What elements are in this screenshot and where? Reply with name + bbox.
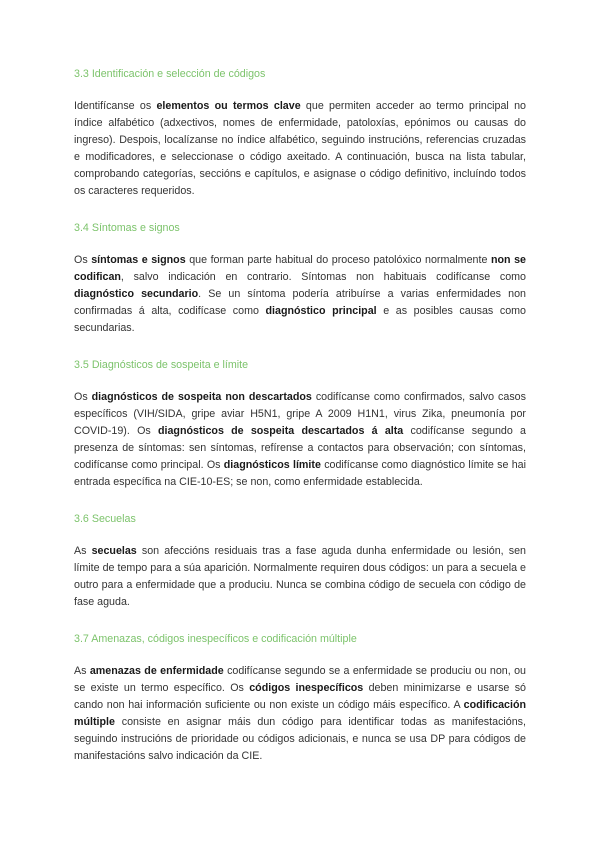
section-5 [74, 631, 526, 765]
section-heading: 3.4 Síntomas e signos [74, 222, 180, 234]
text-run: Os [74, 254, 92, 266]
bold-term: codificación múltiple [74, 699, 526, 728]
text-run: son afeccións residuais tras a fase aguda dunha enfermidade ou lesión, sen límite de tempo para a súa aparición. Normalmente requiren dous códigos: un para a secuela e outro para a enfermidade que a produciu. Nunca se combina código de secuela con código de fase aguda. [74, 545, 526, 608]
text-run: As [74, 545, 92, 557]
bold-term: síntomas e signos [91, 254, 186, 266]
text-run: Identifícanse os [74, 100, 157, 112]
text-run: consiste en asignar máis dun código para identificar todas as manifestacións, seguindo instrucións de prioridade ou códigos adicionais, e nunca se usa DP para códigos de manifestacións salvo indicación da CIE. [74, 716, 526, 762]
text-run: codifícanse segundo se a enfermidade se produciu ou non, ou se existe un termo específico. Os [74, 665, 526, 694]
bold-term: diagnóstico principal [265, 305, 377, 317]
bold-term: diagnósticos límite [223, 459, 321, 471]
bold-term: diagnósticos de sospeita non descartados [91, 391, 312, 403]
document-content [74, 66, 526, 785]
section-paragraph [74, 543, 526, 611]
section-4 [74, 511, 526, 611]
section-paragraph [74, 252, 526, 337]
bold-term: secuelas [91, 545, 137, 557]
section-paragraph [74, 663, 526, 765]
text-run: Os [74, 391, 92, 403]
text-run: e as posibles causas como secundarias. [74, 305, 526, 334]
text-run: codifícanse como diagnóstico límite se hai entrada específica na CIE-10-ES; se non, como enfermidade establecida. [74, 459, 526, 488]
text-run: codifícanse como confirmados, salvo casos específicos (VIH/SIDA, gripe aviar H5N1, gripe A 2009 H1N1, virus Zika, pneumonía por COVID-19). Os [74, 391, 526, 437]
text-run: codifícanse segundo a presenza de síntomas: sen síntomas, refírense a contactos para observación; con síntomas, codifícanse como principal. Os [74, 425, 526, 471]
bold-term: diagnósticos de sospeita descartados á alta [157, 425, 404, 437]
section-heading: 3.7 Amenazas, códigos inespecíficos e codificación múltiple [74, 633, 357, 645]
bold-term: non se codifican [74, 254, 526, 283]
section-heading: 3.6 Secuelas [74, 513, 136, 525]
section-heading: 3.3 Identificación e selección de códigos [74, 68, 266, 80]
bold-term: amenazas de enfermidade [89, 665, 224, 677]
section-2 [74, 220, 526, 337]
bold-term: códigos inespecíficos [249, 682, 364, 694]
bold-term: diagnóstico secundario [74, 288, 199, 300]
text-run: deben minimizarse e usarse só cando non hai información suficiente ou non existe un código máis específico. A [74, 682, 526, 711]
text-run: que forman parte habitual do proceso patolóxico normalmente [185, 254, 491, 266]
section-3 [74, 357, 526, 491]
section-heading: 3.5 Diagnósticos de sospeita e límite [74, 359, 249, 371]
text-run: , salvo indicación en contrario. Síntomas non habituais codifícanse como [120, 271, 526, 283]
section-paragraph [74, 389, 526, 491]
section-1 [74, 66, 526, 200]
section-paragraph [74, 98, 526, 200]
text-run: . Se un síntoma podería atribuírse a varias enfermidades non confirmadas á alta, codifícase como [74, 288, 526, 317]
bold-term: elementos ou termos clave [156, 100, 301, 112]
text-run: que permiten acceder ao termo principal no índice alfabético (adxectivos, nomes de enfermidade, patoloxías, epónimos ou causas do ingreso). Despois, localízanse no índice alfabético, seguindo instrucións, referencias cruzadas e modificadores, e seleccionase o código axeitado. A continuación, busca na lista tabular, comprobando categorías, seccións e capítulos, e asignase o código definitivo, incluíndo todos os caracteres requeridos. [74, 100, 526, 197]
text-run: As [74, 665, 90, 677]
